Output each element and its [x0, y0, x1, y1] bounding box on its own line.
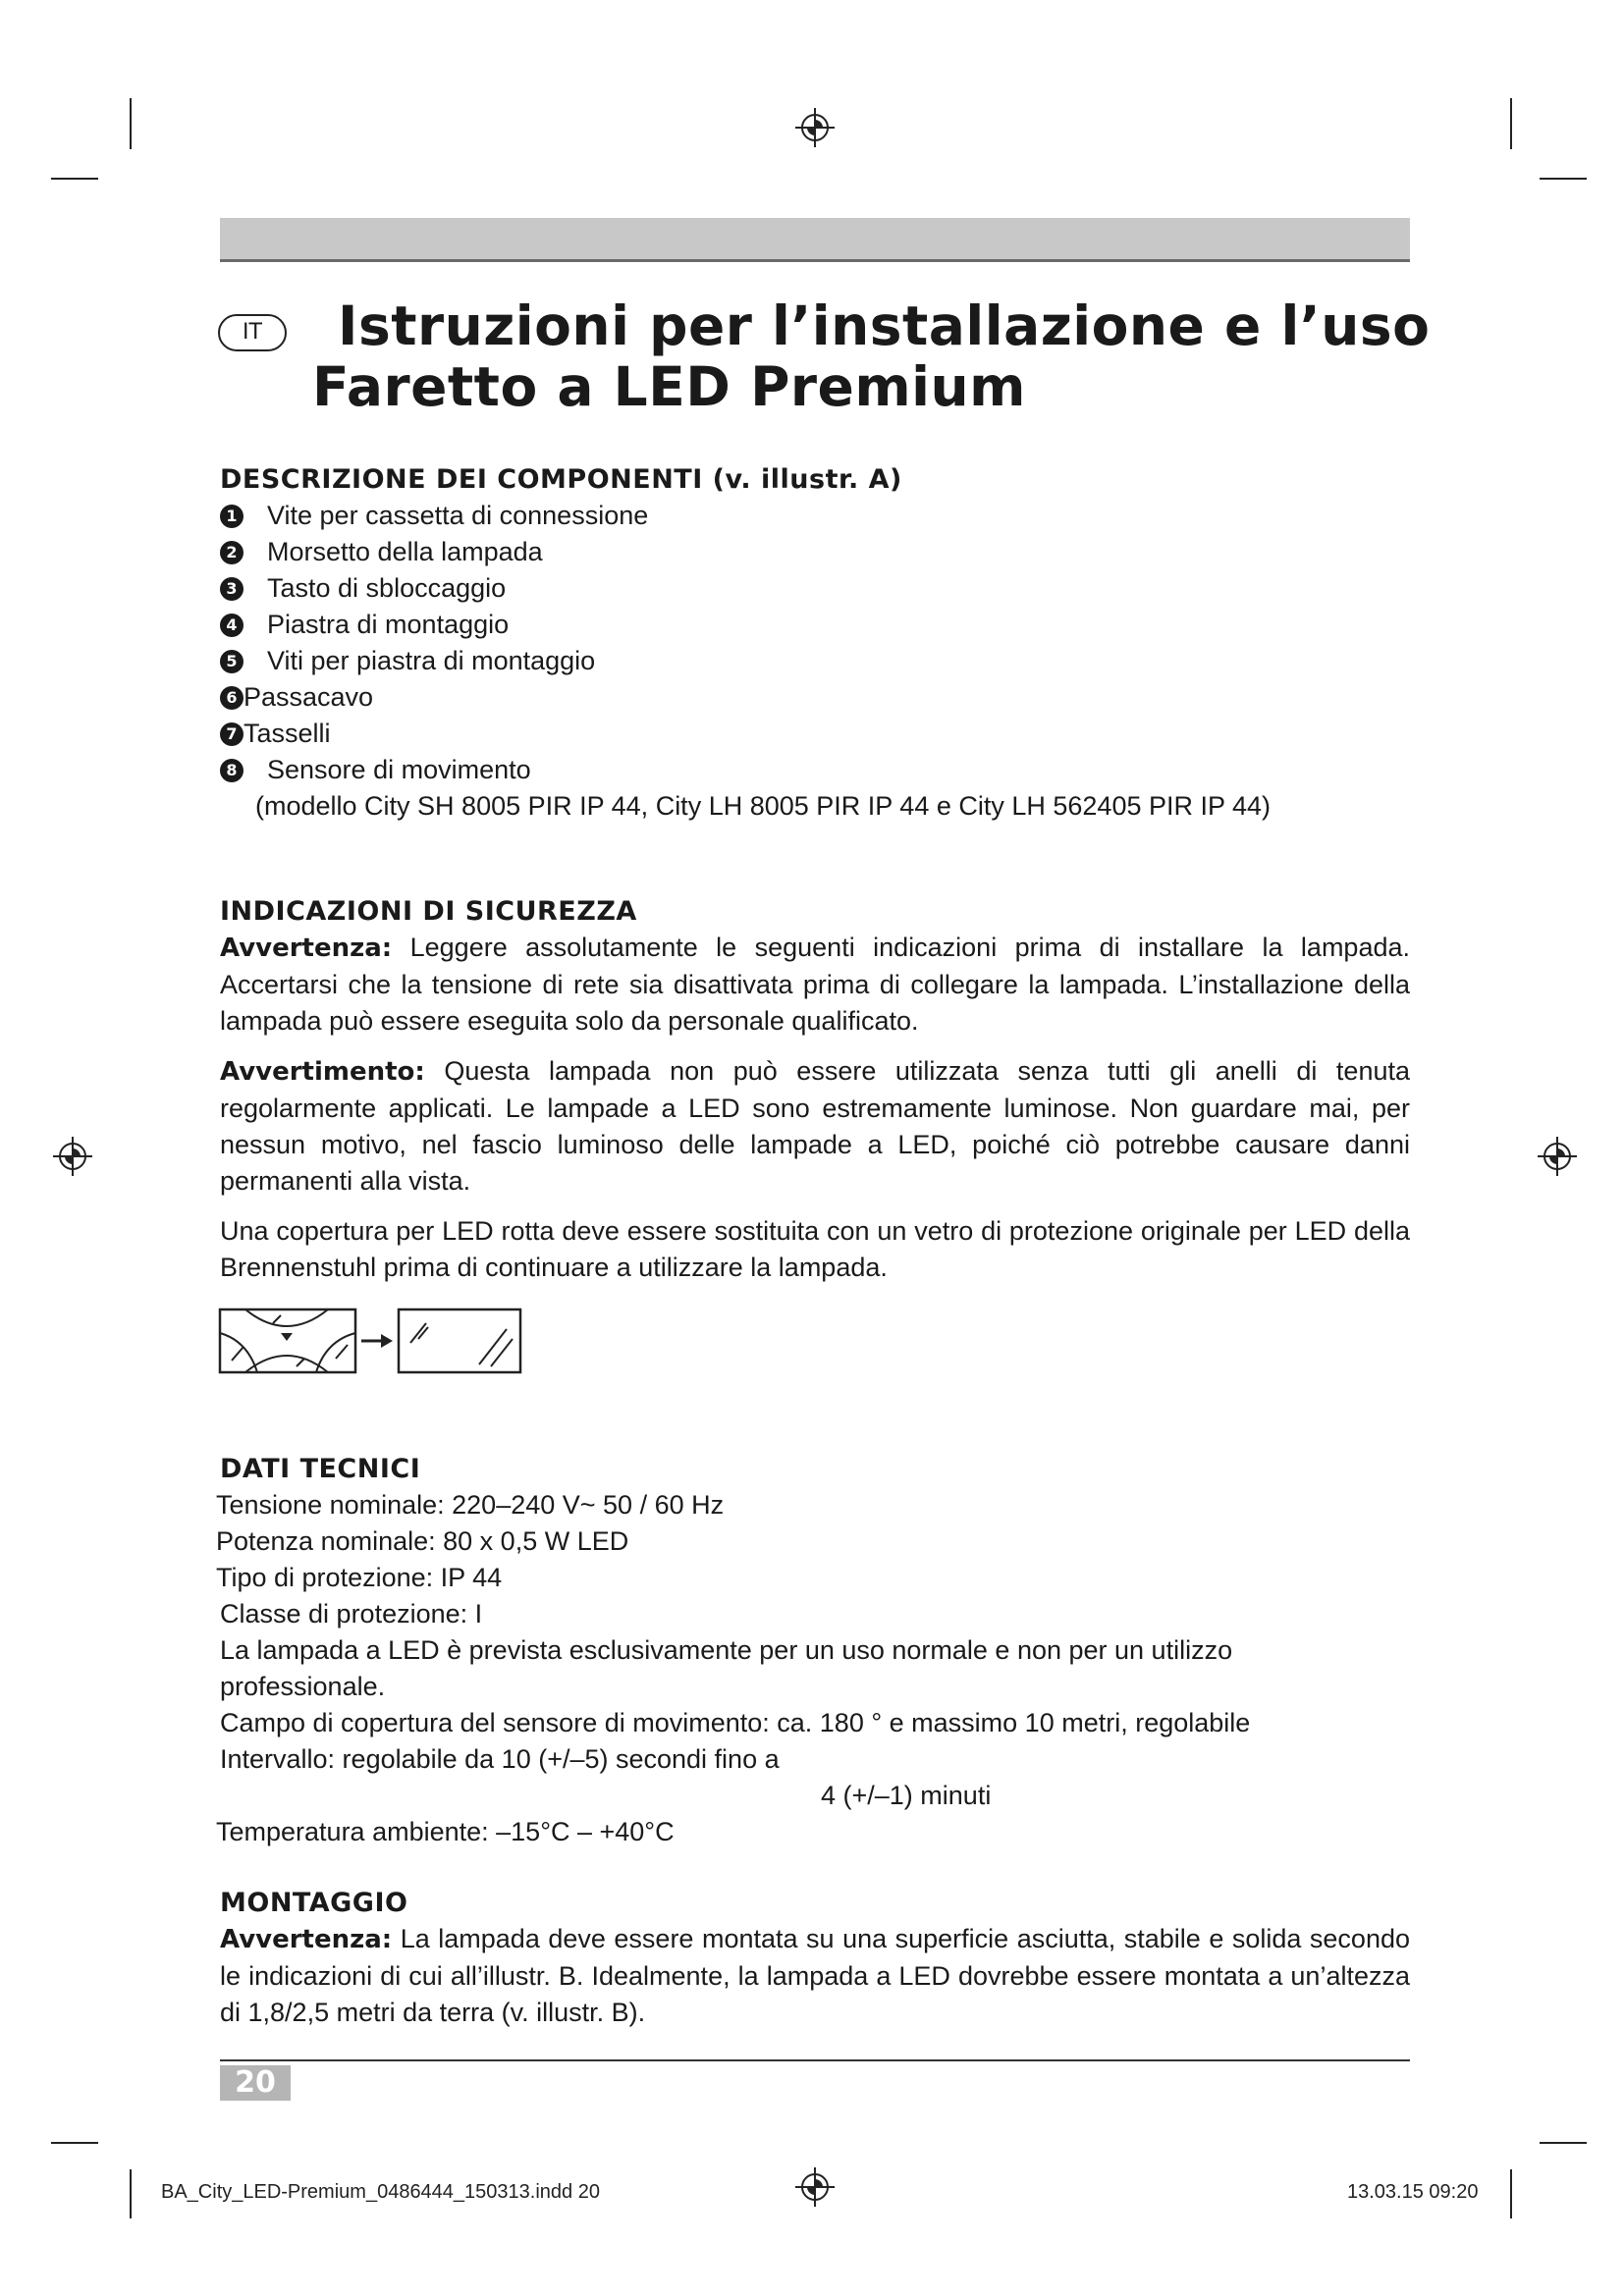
- header-bar: [220, 218, 1410, 262]
- crop-mark-top-left-horizontal: [51, 178, 98, 180]
- mounting-heading: MONTAGGIO: [220, 1888, 408, 1918]
- crop-mark-bottom-right-vertical: [1510, 2169, 1512, 2218]
- components-list: [220, 498, 1410, 788]
- page-number: 20: [220, 2065, 291, 2101]
- list-item: 3 Tasto di sbloccaggio: [220, 570, 1410, 607]
- number-badge-icon: 4: [220, 614, 244, 637]
- list-item: 8 Sensore di movimento: [220, 752, 1410, 788]
- registration-mark-icon: [53, 1137, 92, 1176]
- crop-mark-bottom-right-horizontal: [1540, 2142, 1587, 2144]
- caution-label: Avvertimento:: [220, 1057, 425, 1087]
- page-subtitle: Faretto a LED Premium: [312, 355, 1026, 418]
- sensor-model-note: (modello City SH 8005 PIR IP 44, City LH 8005 PIR IP 44 e City LH 562405 PIR IP 44): [255, 791, 1272, 821]
- crop-mark-bottom-left-vertical: [130, 2169, 132, 2218]
- safety-warning-paragraph: Avvertenza: Leggere assolutamente le seguenti indicazioni prima di installare la lampada. Accertarsi che la tensione di rete sia disattivata prima di collegare la lampada. L’installazione della lampada può essere eseguita solo da personale qualificato.: [220, 933, 1410, 1036]
- ambient-temperature-spec: Temperatura ambiente: –15°C – +40°C: [216, 1817, 675, 1846]
- registration-mark-icon: [795, 108, 835, 147]
- warning-label: Avvertenza:: [220, 1925, 393, 1954]
- number-badge-icon: 3: [220, 577, 244, 601]
- interval-max-spec: 4 (+/–1) minuti: [821, 1781, 992, 1810]
- crop-mark-top-left-vertical: [130, 98, 132, 149]
- list-item: 4 Piastra di montaggio: [220, 607, 1410, 643]
- glass-replacement-illustration: [218, 1304, 524, 1378]
- crop-mark-bottom-left-horizontal: [51, 2142, 98, 2144]
- mounting-paragraph: Avvertenza: La lampada deve essere montata su una superficie asciutta, stabile e solida secondo le indicazioni di cui all’illustr. B. Idealmente, la lampada a LED dovrebbe essere montata a un’altezza di 1,8/2,5 metri da terra (v. illustr. B).: [220, 1924, 1410, 2027]
- number-badge-icon: 8: [220, 759, 244, 782]
- arrow-right-icon: [361, 1334, 393, 1348]
- components-heading: DESCRIZIONE DEI COMPONENTI (v. illustr. A): [220, 464, 902, 495]
- broken-glass-icon: [220, 1309, 355, 1372]
- registration-mark-icon: [795, 2167, 835, 2207]
- new-glass-icon: [399, 1309, 520, 1372]
- number-badge-icon: 6: [220, 686, 244, 710]
- list-item: 1 Vite per cassetta di connessione: [220, 498, 1410, 534]
- usage-note: La lampada a LED è prevista esclusivamente per un uso normale e non per un utilizzo professionale.: [220, 1635, 1233, 1701]
- number-badge-icon: 1: [220, 505, 244, 528]
- footer-rule: [220, 2059, 1410, 2061]
- mounting-section: [220, 1885, 1410, 2045]
- number-badge-icon: 2: [220, 541, 244, 564]
- technical-section: [216, 1451, 1406, 1850]
- list-item: 5 Viti per piastra di montaggio: [220, 643, 1410, 679]
- components-section: [220, 461, 1410, 825]
- protection-class-spec: Classe di protezione: I: [220, 1599, 483, 1629]
- safety-section: [220, 893, 1410, 1300]
- number-badge-icon: 5: [220, 650, 244, 673]
- list-item: 7 Tasselli: [220, 716, 1410, 752]
- technical-heading: DATI TECNICI: [220, 1454, 421, 1484]
- page-title: Istruzioni per l’installazione e l’uso: [338, 294, 1431, 357]
- crop-mark-top-right-horizontal: [1540, 178, 1587, 180]
- number-badge-icon: 7: [220, 722, 244, 746]
- warning-label: Avvertenza:: [220, 934, 393, 963]
- list-item: 6 Passacavo: [220, 679, 1410, 716]
- footer-datetime: 13.03.15 09:20: [1347, 2181, 1479, 2203]
- cover-replacement-paragraph: Una copertura per LED rotta deve essere sostituita con un vetro di protezione originale per LED della Brennenstuhl prima di continuare a utilizzare la lampada.: [220, 1216, 1410, 1282]
- safety-caution-paragraph: Avvertimento: Questa lampada non può essere utilizzata senza tutti gli anelli di tenuta regolarmente applicati. Le lampade a LED sono estremamente luminose. Non guardare mai, per nessun motivo, nel fascio luminoso delle lampade a LED, poiché ciò potrebbe causare danni permanenti alla vista.: [220, 1056, 1410, 1196]
- language-badge: IT: [218, 314, 287, 351]
- list-item: 2 Morsetto della lampada: [220, 534, 1410, 570]
- voltage-spec: Tensione nominale: 220–240 V~ 50 / 60 Hz: [216, 1490, 725, 1520]
- power-spec: Potenza nominale: 80 x 0,5 W LED: [216, 1526, 629, 1556]
- sensor-range-spec: Campo di copertura del sensore di movimento: ca. 180 ° e massimo 10 metri, regolabile: [220, 1708, 1251, 1737]
- protection-type-spec: Tipo di protezione: IP 44: [216, 1563, 503, 1592]
- crop-mark-top-right-vertical: [1510, 98, 1512, 149]
- footer-file-info: BA_City_LED-Premium_0486444_150313.indd 20: [161, 2181, 600, 2203]
- interval-spec: Intervallo: regolabile da 10 (+/–5) secondi fino a: [220, 1744, 780, 1774]
- safety-heading: INDICAZIONI DI SICUREZZA: [220, 896, 637, 927]
- registration-mark-icon: [1538, 1137, 1577, 1176]
